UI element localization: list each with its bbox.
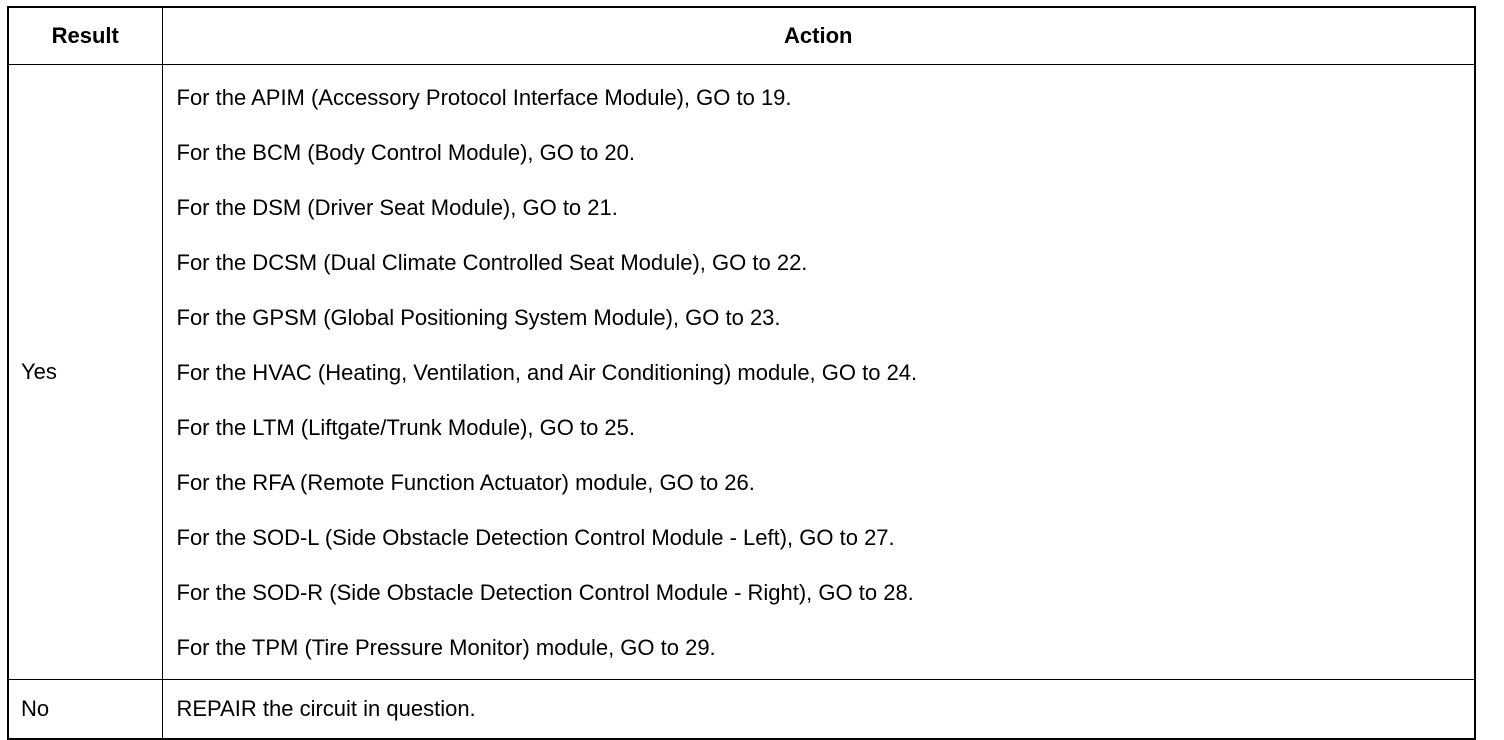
action-cell-no: REPAIR the circuit in question. bbox=[162, 680, 1475, 740]
action-line-sod-r: For the SOD-R (Side Obstacle Detection Control Module - Right), GO to 28. bbox=[176, 580, 914, 605]
action-line-sod-l: For the SOD-L (Side Obstacle Detection Control Module - Left), GO to 27. bbox=[176, 525, 895, 550]
action-line-rfa: For the RFA (Remote Function Actuator) module, GO to 26. bbox=[176, 470, 755, 495]
result-cell-yes: Yes bbox=[8, 65, 162, 680]
action-line-bcm: For the BCM (Body Control Module), GO to 20. bbox=[176, 140, 636, 165]
result-cell-no: No bbox=[8, 680, 162, 740]
action-line-hvac: For the HVAC (Heating, Ventilation, and Air Conditioning) module, GO to 24. bbox=[176, 360, 918, 385]
action-line-ltm: For the LTM (Liftgate/Trunk Module), GO to 25. bbox=[176, 415, 636, 440]
action-line-apim: For the APIM (Accessory Protocol Interface Module), GO to 19. bbox=[176, 85, 792, 110]
action-line-tpm: For the TPM (Tire Pressure Monitor) module, GO to 29. bbox=[176, 635, 716, 660]
table-row-yes bbox=[8, 65, 1475, 680]
action-line-dcsm: For the DCSM (Dual Climate Controlled Seat Module), GO to 22. bbox=[176, 250, 808, 275]
result-action-table bbox=[7, 6, 1476, 740]
table-header-row bbox=[8, 7, 1475, 65]
action-line-gpsm: For the GPSM (Global Positioning System Module), GO to 23. bbox=[176, 305, 781, 330]
action-cell-yes bbox=[162, 65, 1475, 680]
header-action: Action bbox=[162, 7, 1475, 65]
header-result: Result bbox=[8, 7, 162, 65]
action-line-dsm: For the DSM (Driver Seat Module), GO to 21. bbox=[176, 195, 618, 220]
table-row-no bbox=[8, 680, 1475, 740]
